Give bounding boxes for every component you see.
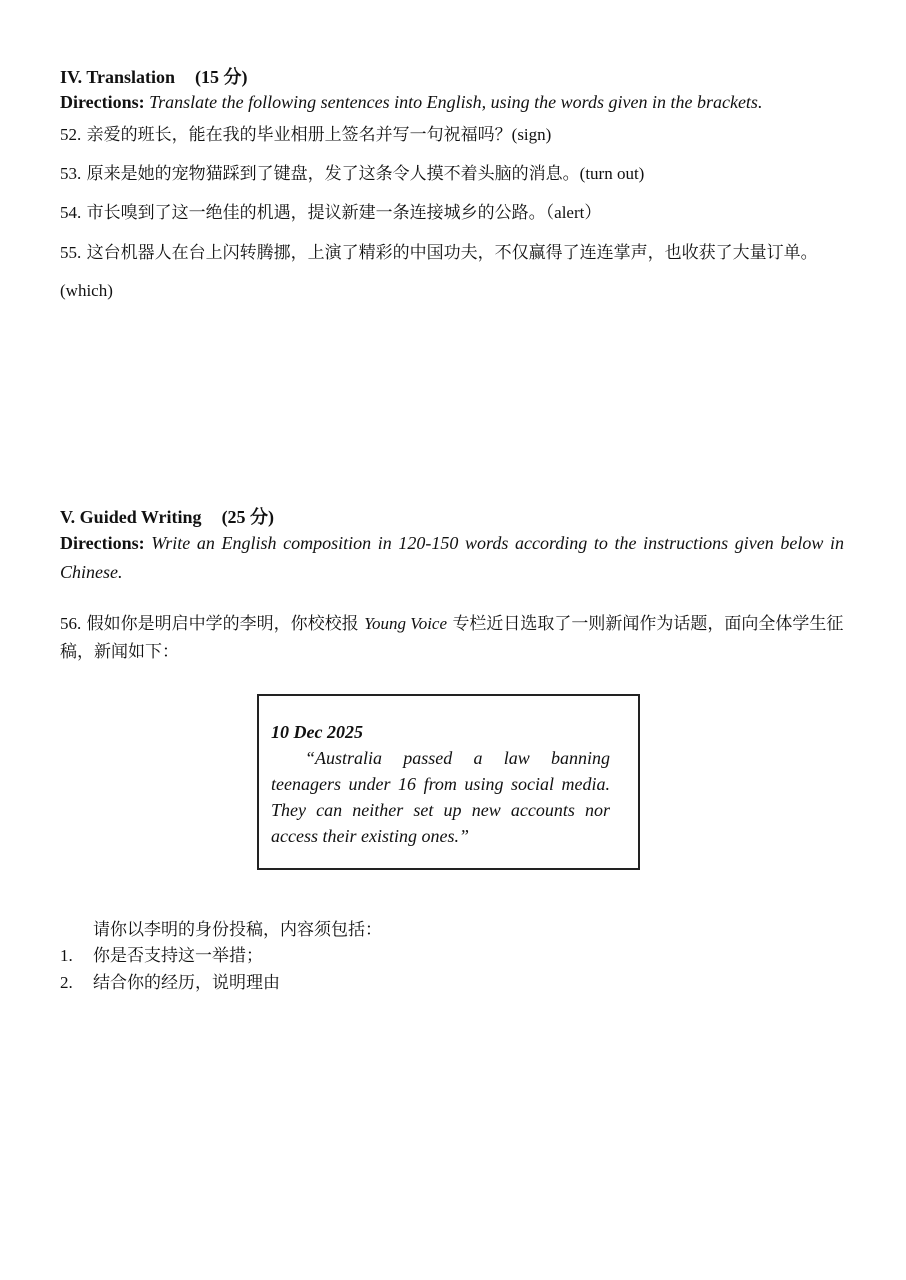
translation-directions	[60, 88, 850, 117]
question-text: 原来是她的宠物猫踩到了键盘，发了这条令人摸不着头脑的消息。	[86, 164, 580, 184]
news-date: 10 Dec 2025	[271, 722, 363, 742]
directions-label: Directions:	[60, 92, 145, 112]
directions-text: Write an English composition in 120-150 words according to the instructions given below in Chinese.	[60, 533, 844, 582]
question-text-after: 专栏近日选取了一则新闻作为话题，面向全体学生征稿，新闻如下：	[60, 614, 844, 662]
requirement-number: 2.	[60, 973, 73, 992]
question-text: 市长嗅到了这一绝佳的机遇，提议新建一条连接城乡的公路。	[86, 203, 546, 223]
question-52	[60, 117, 551, 153]
question-keyword: (turn out)	[579, 164, 645, 183]
requirement-text: 你是否支持这一举措；	[93, 946, 263, 966]
writing-directions	[60, 529, 844, 587]
directions-label: Directions:	[60, 533, 145, 553]
question-54	[60, 195, 601, 231]
question-text: 这台机器人在台上闪转腾挪，上演了精彩的中国功夫，不仅赢得了连连掌声，也收获了大量订单。	[86, 243, 818, 263]
question-number: 55.	[60, 243, 82, 262]
question-text: 亲爱的班长，能在我的毕业相册上签名并写一句祝福吗？	[86, 125, 512, 145]
news-box	[257, 694, 640, 870]
section-score: (25 分)	[221, 507, 275, 527]
question-text-before: 假如你是明启中学的李明，你校校报	[86, 614, 359, 634]
requirement-2	[60, 969, 280, 997]
requirement-1	[60, 942, 263, 970]
question-number: 52.	[60, 125, 82, 144]
section-translation-heading	[60, 63, 248, 89]
requirement-text: 结合你的经历，说明理由	[93, 973, 280, 993]
section-title: V. Guided Writing	[60, 507, 202, 527]
question-56	[60, 610, 846, 666]
question-keyword: (sign)	[511, 125, 552, 144]
section-guided-writing-heading	[60, 503, 274, 529]
section-title: IV. Translation	[60, 67, 176, 87]
question-number: 56.	[60, 614, 82, 633]
question-keyword: （alert）	[545, 203, 602, 222]
directions-text: Translate the following sentences into English, using the words given in the brackets.	[149, 92, 763, 112]
question-53	[60, 156, 644, 192]
column-name: Young Voice	[364, 614, 448, 633]
question-keyword: (which)	[60, 281, 113, 300]
section-score: (15 分)	[195, 67, 248, 87]
question-number: 53.	[60, 164, 82, 183]
news-quote: “Australia passed a law banning teenagers under 16 from using social media. They can neither set up new accounts nor access their existing ones.”	[271, 748, 610, 846]
writing-instruction: 请你以李明的身份投稿，内容须包括：	[93, 920, 382, 940]
question-55	[60, 234, 850, 310]
requirement-number: 1.	[60, 946, 73, 965]
question-number: 54.	[60, 203, 82, 222]
